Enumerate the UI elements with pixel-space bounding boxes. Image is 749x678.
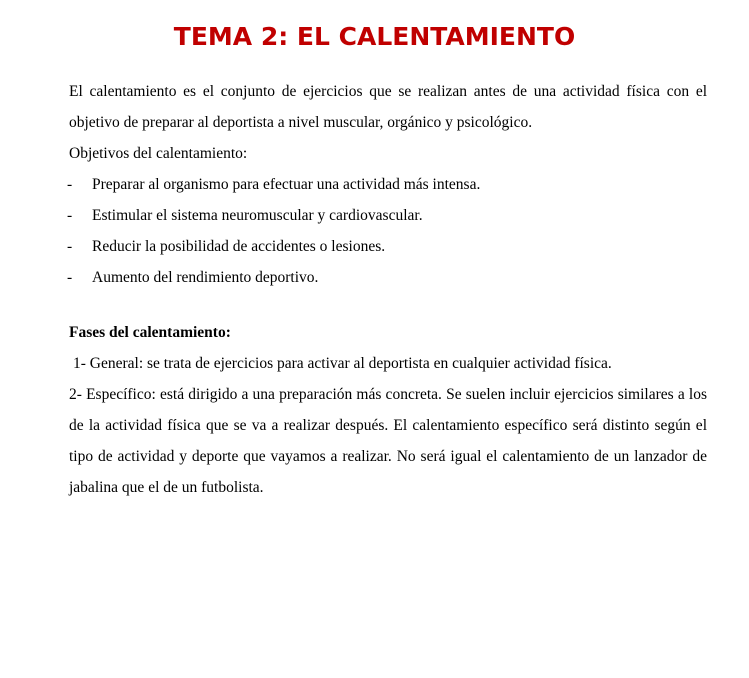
objectives-label: Objetivos del calentamiento:: [69, 145, 248, 162]
phase-general-paragraph: 1- General: se trata de ejercicios para activar al deportista en cualquier actividad física.: [73, 355, 612, 372]
phase-specific-paragraph: 2- Específico: está dirigido a una preparación más concreta. Se suelen incluir ejercicios similares a los de la actividad física que se va a realizar después. El calentamiento específico será distinto según el tipo de actividad y deporte que vayamos a realizar. No será igual el calentamiento de un lanzador de jabalina que el de un futbolista.: [69, 386, 707, 496]
objective-text: Preparar al organismo para efectuar una actividad más intensa.: [92, 176, 481, 193]
phases-heading: Fases del calentamiento:: [69, 324, 231, 341]
objective-text: Reducir la posibilidad de accidentes o lesiones.: [92, 238, 386, 255]
document-body: [69, 76, 707, 503]
intro-paragraph: El calentamiento es el conjunto de ejercicios que se realizan antes de una actividad física con el objetivo de preparar al deportista a nivel muscular, orgánico y psicológico.: [69, 83, 707, 131]
list-item: [67, 200, 707, 231]
dash-bullet: -: [67, 207, 73, 224]
section-spacer: [69, 293, 707, 317]
page-title: TEMA 2: EL CALENTAMIENTO: [173, 22, 576, 51]
objective-text: Estimular el sistema neuromuscular y cardiovascular.: [92, 207, 423, 224]
list-item: [67, 262, 707, 293]
objective-text: Aumento del rendimiento deportivo.: [92, 269, 319, 286]
list-item: [67, 169, 707, 200]
dash-bullet: -: [67, 238, 73, 255]
dash-bullet: -: [67, 176, 73, 193]
dash-bullet: -: [67, 269, 73, 286]
list-item: [67, 231, 707, 262]
objectives-list: [69, 169, 707, 293]
